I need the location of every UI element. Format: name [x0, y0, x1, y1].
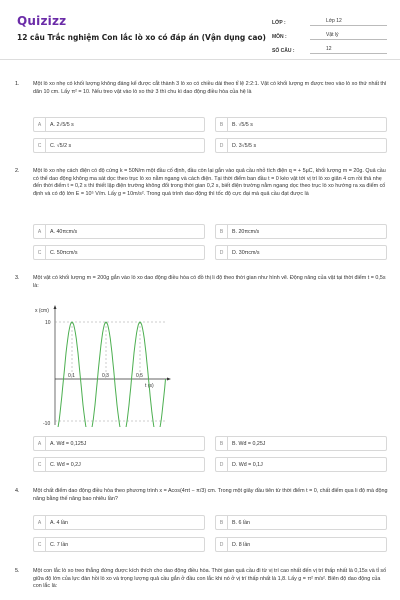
option-text: C. √5/2 s	[50, 142, 72, 149]
question-text: Một con lắc lò xo treo thẳng đứng được kích thích cho dao động điều hòa. Thời gian quả cầu đi từ vị trí cao nhất đến vị trí thấp nhất là 0,15s và tỉ số giữa độ lớn của lực đàn hồi lò xo và trọng lượng quả cầu gắn ở đầu con lắc khi nó ở vị trí thấp nhất là 1,8. Lấy g = π² m/s². Biên độ dao động của con lắc là:	[33, 568, 387, 590]
y-max-label: 10	[45, 320, 51, 326]
option-text: B. √5/5 s	[232, 121, 253, 128]
option-d[interactable]	[215, 457, 387, 472]
meta-value: Lớp 12	[310, 18, 387, 26]
option-d[interactable]	[215, 138, 387, 153]
option-c[interactable]	[33, 457, 205, 472]
option-c[interactable]	[33, 537, 205, 552]
meta-row-class	[272, 12, 387, 26]
quiz-meta	[272, 12, 387, 54]
option-letter: C	[34, 538, 46, 551]
x-tick-label: 0,5	[136, 373, 143, 379]
option-letter: D	[216, 246, 228, 259]
option-letter: B	[216, 516, 228, 529]
page-title: 12 câu Trắc nghiệm Con lắc lò xo có đáp án (Vận dụng cao)	[17, 33, 266, 42]
option-text: A. 4 lần	[50, 519, 68, 526]
option-d[interactable]	[215, 245, 387, 260]
question-text: Một lò xo nhẹ cách điện có độ cứng k = 50N/m một đầu cố định, đầu còn lại gắn vào quả cầu nhỏ tích điện q = + 5μC, khối lượng m = 20g. Quả cầu có thể dao động không ma sát dọc theo trục lò xo nằm ngang và cách điện. Tại thời điểm ban đầu t = 0 kéo vật tới vị trí lò xo giãn 4 cm rồi thả nhẹ đến thời điểm t = 0,2 s thì thiết lập điện trường không đổi trong thời gian 0,2 s, biết điện trường nằm ngang dọc theo trục lò xo hướng ra xa điểm cố định và có độ lớn E = 10⁵ V/m. Lấy g = 10m/s². Trong quá trình dao động thì tốc độ cực đại mà quả cầu đạt được là	[33, 168, 386, 198]
option-letter: B	[216, 225, 228, 238]
option-letter: B	[216, 118, 228, 131]
option-text: B. 20πcm/s	[232, 228, 260, 235]
header-divider	[0, 59, 400, 60]
option-c[interactable]	[33, 138, 205, 153]
option-letter: D	[216, 538, 228, 551]
question-number: 5.	[15, 568, 20, 574]
question-text: Một lò xo nhẹ có khối lượng không đáng kể được cắt thành 3 lò xo có chiều dài theo tỉ lệ 2:2:1. Vật có khối lượng m được treo vào lò xo thứ nhất thì dãn 10 cm. Lấy π² = 10. Nếu treo vật vào lò xo thứ 3 thì chu kì dao động điều hòa của hệ là	[33, 81, 387, 95]
meta-label: MÔN :	[272, 34, 287, 40]
option-text: A. 2√5/5 s	[50, 121, 74, 128]
option-letter: A	[34, 437, 46, 450]
question-number: 2.	[15, 168, 20, 174]
option-letter: A	[34, 516, 46, 529]
oscillation-graph	[33, 301, 173, 427]
option-letter: C	[34, 246, 46, 259]
option-text: D. 30πcm/s	[232, 249, 260, 256]
meta-value: 12	[310, 46, 387, 54]
x-axis-arrow	[167, 378, 171, 381]
meta-row-subject	[272, 26, 387, 40]
option-text: A. Wđ = 0,125J	[50, 440, 87, 447]
meta-label: LỚP :	[272, 20, 286, 26]
option-letter: C	[34, 458, 46, 471]
option-text: C. 50πcm/s	[50, 249, 78, 256]
option-a[interactable]	[33, 515, 205, 530]
meta-label: SỐ CÂU :	[272, 48, 295, 54]
option-a[interactable]	[33, 224, 205, 239]
question-number: 3.	[15, 275, 20, 281]
option-text: D. 8 lần	[232, 541, 251, 548]
option-b[interactable]	[215, 436, 387, 451]
question-number: 1.	[15, 81, 20, 87]
option-b[interactable]	[215, 117, 387, 132]
option-c[interactable]	[33, 245, 205, 260]
option-letter: A	[34, 118, 46, 131]
option-letter: C	[34, 139, 46, 152]
option-text: B. 6 lần	[232, 519, 250, 526]
option-b[interactable]	[215, 515, 387, 530]
option-letter: D	[216, 139, 228, 152]
y-axis-arrow	[54, 305, 57, 309]
x-tick-label: 0,1	[68, 373, 75, 379]
y-min-label: -10	[43, 421, 51, 427]
meta-row-count	[272, 40, 387, 54]
option-a[interactable]	[33, 117, 205, 132]
option-letter: D	[216, 458, 228, 471]
x-tick-label: 0,3	[102, 373, 109, 379]
option-letter: A	[34, 225, 46, 238]
option-text: C. Wđ = 0,2J	[50, 461, 81, 468]
option-text: B. Wđ = 0,25J	[232, 440, 266, 447]
option-d[interactable]	[215, 537, 387, 552]
question-text: Một chất điểm dao động điều hòa theo phương trình x = Acos(4πt − π/3) cm. Trong một giây đầu tiên từ thời điểm t = 0, chất điểm qua li độ mà động năng bằng thế năng bao nhiêu lần?	[33, 488, 388, 502]
option-text: A. 40πcm/s	[50, 228, 78, 235]
option-a[interactable]	[33, 436, 205, 451]
option-text: D. Wđ = 0,1J	[232, 461, 263, 468]
question-number: 4.	[15, 488, 20, 494]
question-text: Một vật có khối lượng m = 200g gắn vào lò xo dao động điều hòa có đồ thị li độ theo thời gian như hình vẽ. Động năng của vật tại thời điểm t = 0,5s là:	[33, 275, 386, 289]
option-text: D. 3√5/5 s	[232, 142, 257, 149]
option-letter: B	[216, 437, 228, 450]
x-axis-label: t (s)	[145, 383, 154, 389]
y-axis-label: x (cm)	[35, 308, 49, 314]
option-b[interactable]	[215, 224, 387, 239]
quizizz-logo: Quizizz	[17, 14, 67, 28]
meta-value: Vật lý	[310, 32, 387, 40]
option-text: C. 7 lần	[50, 541, 69, 548]
